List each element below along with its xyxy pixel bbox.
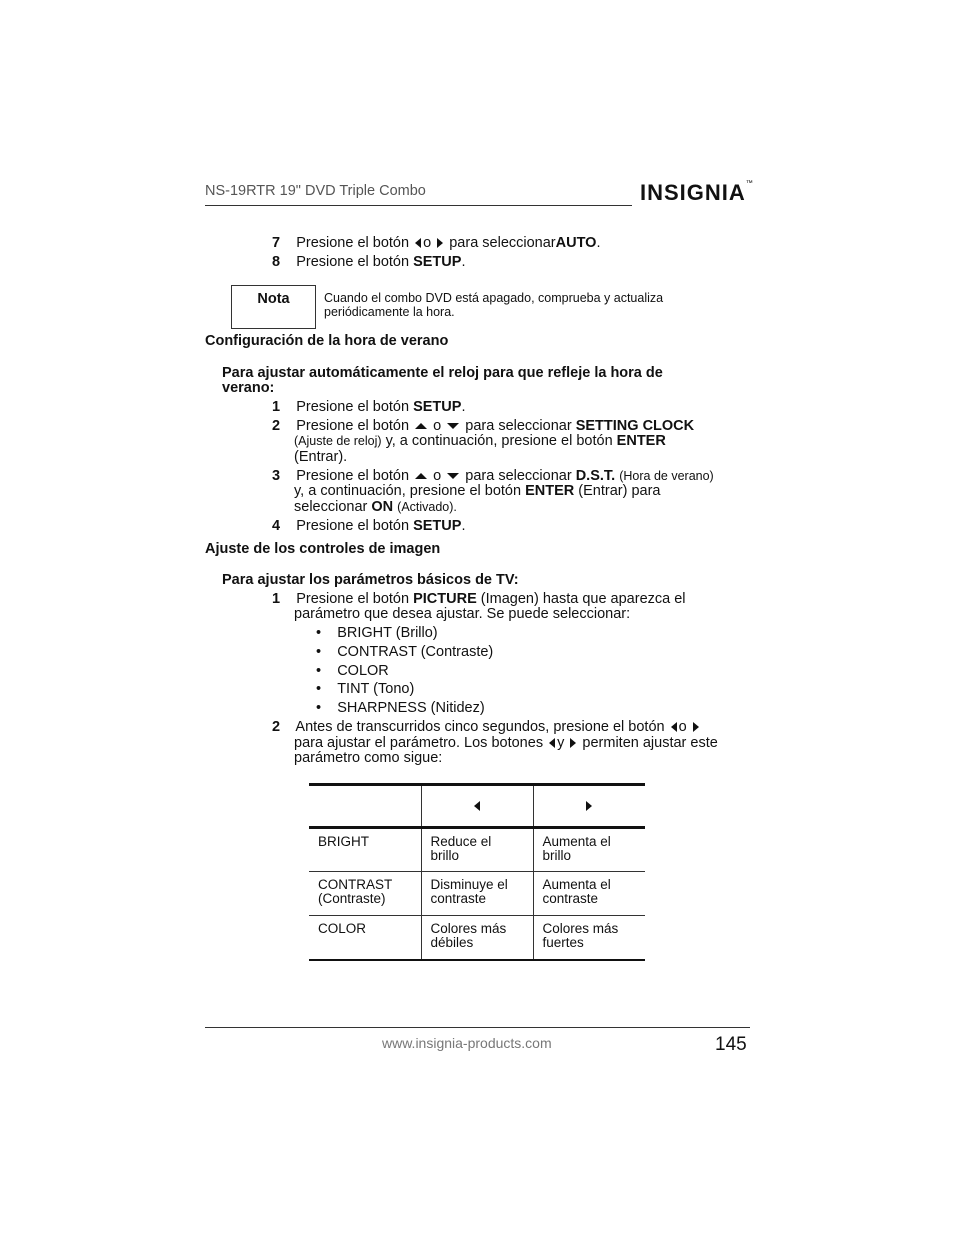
section-subtitle-dst-line2: verano: bbox=[222, 380, 275, 396]
table-header-left bbox=[421, 785, 533, 828]
step-text: seleccionar bbox=[294, 499, 368, 515]
step-text: para seleccionar bbox=[465, 468, 572, 484]
table-row bbox=[309, 872, 645, 916]
step-text: permiten ajustar este bbox=[582, 735, 718, 751]
triangle-right-icon bbox=[437, 238, 443, 248]
bullet-symbol: • bbox=[316, 625, 322, 641]
step-key: SETTING CLOCK bbox=[575, 418, 695, 434]
step-key: ENTER bbox=[525, 483, 575, 499]
step-number: 7 bbox=[272, 235, 281, 251]
table-cell: Aumenta el contraste bbox=[533, 872, 645, 916]
footer-rule bbox=[205, 1027, 750, 1028]
table-row bbox=[309, 828, 645, 872]
note-label: Nota bbox=[257, 291, 290, 307]
step-text: Antes de transcurridos cinco segundos, presione el botón bbox=[295, 719, 665, 735]
bullet-symbol: • bbox=[316, 700, 322, 716]
step-7 bbox=[272, 235, 601, 251]
step-text: Presione el botón bbox=[296, 518, 410, 534]
triangle-left-icon bbox=[671, 722, 677, 732]
table-cell: COLOR bbox=[309, 916, 421, 960]
step-text: para ajustar el parámetro. Los botones bbox=[294, 735, 544, 751]
bullet-item bbox=[316, 681, 414, 697]
table-cell: Colores más débiles bbox=[421, 916, 533, 960]
bullet-text: COLOR bbox=[337, 663, 389, 679]
step-text: y bbox=[557, 735, 565, 751]
table-cell: Disminuye el contraste bbox=[421, 872, 533, 916]
step-end: . bbox=[596, 235, 601, 251]
picture-step-2 bbox=[272, 719, 701, 735]
step-key: D.S.T. bbox=[575, 468, 616, 484]
table-cell: Colores más fuertes bbox=[533, 916, 645, 960]
table-cell: Aumenta el brillo bbox=[533, 828, 645, 872]
step-key: SETUP bbox=[413, 399, 462, 415]
step-text: Presione el botón bbox=[296, 235, 410, 251]
note-text: Cuando el combo DVD está apagado, comprueba y actualiza periódicamente la hora. bbox=[324, 291, 664, 319]
step-number: 1 bbox=[272, 399, 281, 415]
table-row bbox=[309, 916, 645, 960]
bullet-item bbox=[316, 644, 493, 660]
bullet-symbol: • bbox=[316, 681, 322, 697]
table-cell: BRIGHT bbox=[309, 828, 421, 872]
step-key: AUTO bbox=[555, 235, 597, 251]
table-cell: Reduce el brillo bbox=[421, 828, 533, 872]
step-8 bbox=[272, 254, 465, 270]
dst-step-3-line3 bbox=[294, 499, 457, 515]
step-number: 1 bbox=[272, 591, 281, 607]
dst-step-2 bbox=[272, 418, 694, 434]
bullet-symbol: • bbox=[316, 644, 322, 660]
picture-step-2-line2 bbox=[294, 735, 718, 751]
step-key: PICTURE bbox=[413, 591, 477, 607]
bullet-text: CONTRAST (Contraste) bbox=[337, 644, 494, 660]
step-text: o bbox=[433, 418, 442, 434]
step-number: 2 bbox=[272, 719, 281, 735]
bullet-text: BRIGHT (Brillo) bbox=[337, 625, 438, 641]
triangle-left-icon bbox=[415, 238, 421, 248]
brand-logo bbox=[640, 180, 754, 206]
triangle-right-icon bbox=[586, 801, 592, 811]
step-text: (Entrar) para bbox=[578, 483, 661, 499]
picture-step-1 bbox=[272, 591, 686, 607]
bullet-item bbox=[316, 700, 485, 716]
page-number: 145 bbox=[715, 1034, 747, 1055]
step-key: SETUP bbox=[413, 518, 462, 534]
section-subtitle-picture: Para ajustar los parámetros básicos de TV: bbox=[222, 572, 519, 588]
step-text: o bbox=[678, 719, 687, 735]
dst-step-3 bbox=[272, 468, 714, 484]
brand-trademark: ™ bbox=[745, 180, 754, 187]
step-text: y, a continuación, presione el botón bbox=[385, 433, 613, 449]
picture-step-1-line2: parámetro que desea ajustar. Se puede seleccionar: bbox=[294, 606, 631, 622]
step-note: (Ajuste de reloj) bbox=[294, 434, 382, 448]
section-title-picture: Ajuste de los controles de imagen bbox=[205, 541, 441, 557]
triangle-right-icon bbox=[570, 738, 576, 748]
bullet-symbol: • bbox=[316, 663, 322, 679]
step-note: (Hora de verano) bbox=[619, 469, 714, 483]
step-text: para seleccionar bbox=[449, 235, 556, 251]
header-rule bbox=[205, 205, 632, 206]
step-number: 4 bbox=[272, 518, 281, 534]
dst-step-3-line2 bbox=[294, 483, 660, 499]
table-header-row bbox=[309, 785, 645, 828]
adjustment-table bbox=[309, 783, 645, 961]
triangle-up-icon bbox=[415, 423, 427, 429]
step-text: Presione el botón bbox=[296, 254, 410, 270]
step-number: 8 bbox=[272, 254, 281, 270]
step-text: para seleccionar bbox=[465, 418, 572, 434]
dst-step-1 bbox=[272, 399, 465, 415]
step-text: o bbox=[433, 468, 442, 484]
section-subtitle-dst-line1: Para ajustar automáticamente el reloj para que refleje la hora de bbox=[222, 365, 663, 381]
picture-step-2-line3: parámetro como sigue: bbox=[294, 750, 443, 766]
step-key: ON bbox=[371, 499, 394, 515]
step-text: Presione el botón bbox=[296, 591, 410, 607]
triangle-down-icon bbox=[447, 473, 459, 479]
dst-step-2-line2 bbox=[294, 433, 666, 449]
step-end: . bbox=[461, 399, 466, 415]
step-end: . bbox=[461, 254, 466, 270]
step-text: Presione el botón bbox=[296, 399, 410, 415]
triangle-up-icon bbox=[415, 473, 427, 479]
dst-step-4 bbox=[272, 518, 465, 534]
bullet-item bbox=[316, 625, 438, 641]
step-text: y, a continuación, presione el botón bbox=[294, 483, 522, 499]
footer-url[interactable]: www.insignia-products.com bbox=[382, 1035, 552, 1051]
step-end: . bbox=[461, 518, 466, 534]
step-key: ENTER bbox=[616, 433, 666, 449]
step-text: (Imagen) hasta que aparezca el bbox=[480, 591, 686, 607]
dst-step-2-line3: (Entrar). bbox=[294, 449, 348, 465]
bullet-text: SHARPNESS (Nitidez) bbox=[337, 700, 485, 716]
step-number: 2 bbox=[272, 418, 281, 434]
step-note: (Activado). bbox=[397, 500, 457, 514]
step-text: Presione el botón bbox=[296, 468, 410, 484]
triangle-down-icon bbox=[447, 423, 459, 429]
table-header-right bbox=[533, 785, 645, 828]
triangle-left-icon bbox=[474, 801, 480, 811]
section-title-dst: Configuración de la hora de verano bbox=[205, 333, 449, 349]
step-key: SETUP bbox=[413, 254, 462, 270]
table-header-blank bbox=[309, 785, 421, 828]
triangle-right-icon bbox=[693, 722, 699, 732]
table-cell: CONTRAST (Contraste) bbox=[309, 872, 421, 916]
brand-name: INSIGNIA bbox=[640, 180, 746, 205]
step-text: o bbox=[423, 235, 432, 251]
header-model: NS-19RTR 19" DVD Triple Combo bbox=[205, 183, 426, 199]
step-text: Presione el botón bbox=[296, 418, 410, 434]
triangle-left-icon bbox=[549, 738, 555, 748]
bullet-text: TINT (Tono) bbox=[337, 681, 415, 697]
bullet-item bbox=[316, 663, 389, 679]
step-number: 3 bbox=[272, 468, 281, 484]
